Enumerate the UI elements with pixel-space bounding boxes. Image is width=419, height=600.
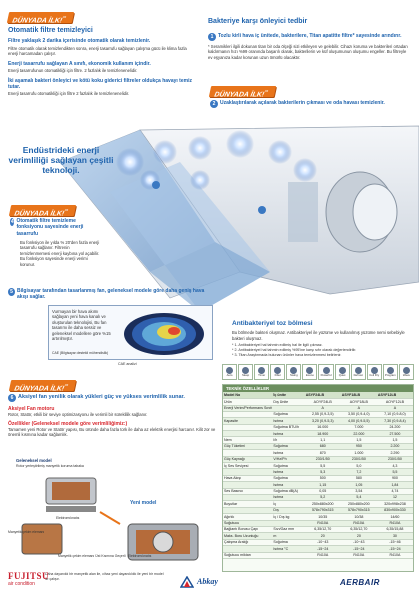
specs-cell: 5,2 (305, 495, 341, 501)
specs-cell: 830x900x330 (377, 507, 413, 513)
specs-cell: Isıtma (272, 450, 304, 456)
specs-cell: 578x790x315 (341, 507, 377, 513)
specs-cell: 6,35/15,88 (377, 526, 413, 532)
specs-cell: 6,35/12,70 (305, 526, 341, 532)
world-first-badge-mid: DÜNYADA İLK!** (9, 205, 76, 216)
specs-cell: 250x880x200 (305, 501, 341, 507)
specs-body (223, 399, 413, 559)
specs-cell: Isıtma (272, 469, 304, 475)
filter-icon: Filter (270, 364, 285, 380)
fan-motor-features-title: Özellikler (Geleneksel modele göre verimliliğimiz:) (8, 420, 128, 427)
abkay-mark-icon (180, 576, 194, 588)
specs-cell (272, 552, 304, 558)
specs-cell: 2.200 (377, 443, 413, 449)
specs-cell: -10~43 (341, 539, 377, 545)
specs-cell: Maks. Boru Uzunluğu (223, 533, 272, 539)
two-stage-filter-body: Enerji tasarrufu otomatikliği için filtre 2 fazlalık ile temizlenenelidir. (8, 91, 130, 97)
specs-cell: Soğutma (272, 443, 304, 449)
specs-cell: 18.900 (305, 431, 341, 437)
top-right-block (208, 18, 408, 60)
specs-cell: -15~24 (305, 546, 341, 552)
specs-cell: 14/60 (377, 514, 413, 520)
top-left-block (8, 27, 198, 97)
specs-cell: m (272, 533, 304, 539)
specs-cell: 3,20 (0,9-5,3) (305, 418, 341, 424)
specs-row (223, 552, 413, 558)
specs-cell: Sıvı/Gaz mm (272, 526, 304, 532)
motor-footer-note: Daha dayanıklı bir manyetik alan ile, cihaz yeni dayanıklılık ile yeni bir model ile çalışır. (45, 572, 164, 581)
specs-cell: R410A (305, 520, 341, 526)
specs-cell: 230/1/50 (305, 456, 341, 462)
auto-filter-title: Otomatik filtre temizleyici (8, 27, 93, 34)
specs-cell: AOYF24LB (305, 399, 341, 405)
specs-table (223, 392, 413, 559)
specs-cell: 24.200 (377, 424, 413, 430)
cae-caption: CAE analizi (118, 362, 137, 366)
specs-cell: 5,5 (377, 469, 413, 475)
specs-cell: Ses Basıncı (223, 488, 272, 494)
specs-cell: Güç Kaynağı (223, 456, 272, 462)
specs-cell: -15~46 (377, 539, 413, 545)
specs-cell: l/h (272, 437, 304, 443)
electromagnet-caption-1: Elektromıknatıs (56, 516, 80, 520)
old-model-caption: Rotor yerleştirilmiş manyetik koruma tabaka (16, 464, 84, 468)
magnetic-caption: Manyetik çekim elemanı (8, 530, 45, 534)
feature-5-box-text: Vurmayan bir hava akımı sağlayan yeni hava kanalı ve oluşturulan teknolojisi, Bu fan tasarımı ile daha sessiz ve geleneksel modellere göre %15 artırılmıştır. (52, 309, 111, 342)
bacteria-body: * Seramikleri ilgili dokunan titan bir oda ölçeği sizi etkileyen ve gelebilir. Cihazı koruma ve bakterileri ortadan kaldırmanın hızı %99 oranında başarılı olarak, bakterilerin ve küf oluşumunun oluşumu engeller. Bu filtreyle ev eşyanıza kadar korunan uzun ömürlü olacaktır. (208, 43, 408, 60)
specs-cell: 230/1/50 (341, 456, 377, 462)
specs-cell: 870 (305, 450, 341, 456)
coil-dry-icon: Coil Dry (367, 364, 382, 380)
specs-cell: Çalışma Aralığı (223, 539, 272, 545)
number-1-icon: 1 (208, 33, 216, 41)
fan-motor-sub: Aksiyel Fan motoru (8, 406, 55, 412)
two-stage-filter-title: İki aşamalı bakteri önleyici ve kötü koku giderici filtreler oldukça havayı temiz tutar. (8, 77, 192, 90)
specs-col-header: Model No (223, 392, 272, 398)
specs-cell: 22.000 (341, 431, 377, 437)
specs-cell: Soğutma dB(A) (272, 488, 304, 494)
efficiency-headline: Endüstrideki enerji verimliliği sağlayan çeşitli teknoloji. (8, 145, 114, 175)
specs-cell: İç / Dış kg (272, 514, 304, 520)
new-model-label: Yeni model (130, 500, 157, 506)
specs-cell: Hava Akışı (223, 475, 272, 481)
world-first-badge-right: DÜNYADA İLK!** (209, 86, 276, 97)
antibac-note-1: * 1. Antibakteriyel hal tahmin edilmiş hal ile ilgili çıkmaz. (232, 343, 323, 348)
feature-4-body: Bu fonksiyon ile yılda % 20'den fazla enerji tasarrufu sağlanır. Filtrenin temizlenmemesi enerji kaybına yol açabilir. Bu fonksiyon sayesinde enerji verimi korunur. (20, 239, 100, 267)
specs-header: TEKNİK ÖZELLİKLER (223, 385, 413, 392)
specs-cell: Isıtma (272, 418, 304, 424)
feature-icons (222, 364, 414, 380)
econo-icon: Econo (302, 364, 317, 380)
specs-cell: V/Hz/Ph (272, 456, 304, 462)
specs-cell: 6,35/12,70 (341, 526, 377, 532)
specs-cell: 1,05 (341, 482, 377, 488)
specs-cell: 900 (377, 475, 413, 481)
specs-cell: A (305, 405, 341, 411)
specs-cell: 578x790x315 (305, 507, 341, 513)
specs-cell: 3,54 (341, 488, 377, 494)
fujitsu-logo: FUJITSU air condition (8, 571, 50, 588)
specs-cell: R410A (305, 552, 341, 558)
specs-cell: 30 (377, 533, 413, 539)
specs-cell: İç (272, 501, 304, 507)
specs-cell: 20 (305, 533, 341, 539)
specs-cell: Soğutma (272, 539, 304, 545)
specs-cell: R410A (377, 520, 413, 526)
swing-icon: Swing (286, 364, 301, 380)
specs-cell: Isıtma (272, 431, 304, 437)
specs-col-header: ASYF18LB (341, 392, 377, 398)
specs-cell: 1,84 (377, 482, 413, 488)
specs-cell: Soğutma BTU/h (272, 424, 304, 430)
specs-cell: 4,3 (377, 463, 413, 469)
specs-cell: 27.500 (377, 431, 413, 437)
specs-cell: 5,5 (305, 463, 341, 469)
specs-cell: 3,50 (0,9-4,0) (341, 411, 377, 417)
specs-cell: Kapasite (223, 418, 272, 424)
feature-5-note: CAE (Bilgisayar destekli mühendislik) (52, 351, 109, 355)
specs-cell: AOYF18LB (341, 399, 377, 405)
specs-cell: 500 (305, 475, 341, 481)
specs-cell: R410A (377, 552, 413, 558)
number-4-icon: 4 (10, 219, 14, 225)
specs-cell: 320x998x238 (377, 501, 413, 507)
specs-table-container (222, 384, 414, 572)
specs-cell: Dış Ünite (272, 399, 304, 405)
specs-cell: -15~24 (341, 546, 377, 552)
specs-cell: 680 (305, 443, 341, 449)
specs-cell: Soğutma (272, 411, 304, 417)
specs-cell: 2.290 (377, 450, 413, 456)
powerful-icon: Powerful (318, 364, 333, 380)
specs-cell: Enerji Verim/Performans Sınıfı (224, 405, 273, 410)
number-2-icon: 2 (210, 100, 218, 108)
specs-cell: 1,5 (377, 437, 413, 443)
energy-class-body: Enerji tasarrufunun otomatikliği için filtre. 2 fazlalık ile temizlenenelidir. (8, 68, 138, 74)
specs-cell: -10~43 (305, 539, 341, 545)
specs-cell: R410A (341, 520, 377, 526)
energy-class-title: Enerji tasarrufu sağlayan A sınıfı, ekonomik kullanım içindir. (8, 60, 151, 67)
specs-cell: A (341, 405, 377, 411)
specs-cell: Isıtma (272, 482, 304, 488)
specs-cell: İç Ses Seviyesi (223, 463, 272, 469)
specs-cell: 4,74 (377, 488, 413, 494)
number-5-icon: 5 (8, 288, 15, 296)
specs-cell: 10/35 (305, 514, 341, 520)
specs-cell: 5,0 (341, 463, 377, 469)
specs-cell: Isıtma (272, 495, 304, 501)
specs-cell: Isıtma °C (272, 546, 304, 552)
specs-cell: Ürün (223, 399, 272, 405)
auto-filter-sub: Filtre yaklaşık 2 darika içerisinde otomatik olarak temizlenir. (8, 37, 151, 44)
specs-cell: 1,5 (341, 437, 377, 443)
specs-cell: Soğutucu miktarı (223, 552, 272, 558)
specs-cell: 7.000 (341, 424, 377, 430)
feature-4-block: 4 Otomatik filtre temizleme fonksiyonu sayesinde enerji tasarrufu Bu fonksiyon ile yılda % 20'den fazla enerji tasarrufu sağlanır. Filtrenin temizlenmemesi enerji kaybına yol açabilir. Bu fonksiyon sayesinde enerji verimi korunur. (10, 218, 100, 267)
specs-cell: Soğutma (272, 463, 304, 469)
number-6-icon: 6 (8, 394, 16, 402)
specs-cell: 7,10 (0,9-8,0) (377, 411, 413, 417)
antibac-note-3: * 3. Titan Araştırmada bulunan ürünler hava temizlenmesi belirlenir. (232, 352, 342, 357)
antibac-block (232, 320, 410, 357)
specs-cell: 1.000 (341, 450, 377, 456)
fan-motor-block: 6 Aksiyel fan yenilik olarak yükleri güç ve yükses verimlilik sunar. Aksiyel Fan motoru Rotor, Statör, etkili bir seviye optimizasyonu ile verimli bir süreklilik sağlanır. Özellikler (Geleneksel modele göre verimliliğimiz:) Tamamen yeni Rotor ve Statör yapısı, Bu üründe daha fazla tork ile daha az elektrik enerjisi harcanır. Kilit zor ve önemli kısmına kadar sağlamlık. (8, 394, 218, 438)
specs-cell: 1,15 (305, 482, 341, 488)
defrost-icon: Defrost (351, 364, 366, 380)
specs-cell: Dış (272, 507, 304, 513)
bacteria-item-1: 1 Tozlu kirli hava iç ünitede, bakterilere, Titan apatitte filtre* sayesinde arındırır. (208, 33, 408, 41)
specs-cell: Soğutucu (223, 520, 272, 526)
specs-cell: R410A (341, 552, 377, 558)
world-first-badge-top: DÜNYADA İLK!** (7, 12, 74, 23)
program-icon: Program (383, 364, 398, 380)
specs-cell: 20 (341, 533, 377, 539)
specs-cell: 0,05 (305, 488, 341, 494)
old-model-label: Geleneksel model (16, 458, 52, 463)
feature-5-title: 5 Bilgisayar tarafından tasarlanmış fan, geleneksel modele göre daha geniş hava akışı sağlar. (8, 288, 208, 301)
fan-motor-features-body: Tamamen yeni Rotor ve Statör yapısı, Bu üründe daha fazla tork ile daha az elektrik enerjisi harcanır. Kilit zor ve önemli kısmına kadar sağlamlık. (8, 426, 216, 438)
specs-cell: 10/38 (341, 514, 377, 520)
bacteria-item-2: 2 Uzaklaştırılarak açılarak bakterilerin çıkması ve oda havası temizlenir. (210, 100, 408, 108)
specs-cell: Boyutlar (223, 501, 272, 507)
feature-5-box (48, 305, 213, 360)
specs-cell: Bağlantı Borusu Çapı (223, 526, 272, 532)
specs-cell: A (377, 405, 413, 411)
motor-comparison-diagram (8, 458, 216, 568)
auto-icon: Auto (222, 364, 237, 380)
specs-cell: 580 (341, 475, 377, 481)
specs-cell: 1,1 (305, 437, 341, 443)
fan-motor-body: Rotor, Statör, etkili bir seviye optimizasyonu ile verimli bir süreklilik sağlanır. (8, 412, 148, 418)
specs-cell: AOYF12LB (377, 399, 413, 405)
specs-cell: Ağırlık (223, 514, 272, 520)
abkay-logo: Abkay (180, 576, 218, 588)
specs-cell: -15~24 (377, 546, 413, 552)
world-first-badge-bottom: DÜNYADA İLK!** (9, 380, 76, 391)
specs-cell: Güç Tüketimi (223, 443, 272, 449)
electromagnet-caption-2: Elektromıknatıs (128, 554, 152, 558)
aerbair-logo: AERBAIR (340, 578, 380, 587)
specs-cell: 230/1/50 (377, 456, 413, 462)
specs-cell: Nem (223, 437, 272, 443)
quiet-icon: Quiet (335, 364, 350, 380)
specs-cell: 4,00 (0,9-5,5) (341, 418, 377, 424)
cae-fan-image (119, 310, 209, 358)
specs-cell: 5,4 (341, 495, 377, 501)
sleep-icon: Sleep (238, 364, 253, 380)
specs-cell: 7,30 (0,9-8,4) (377, 418, 413, 424)
antibac-note-2: * 2. Antibakteriyel hal tahmin edilmiş %95'ine karşı sıfır olarak değerlendirilir. (232, 347, 357, 352)
antibac-title: Antibakteriyel toz bölmesi (232, 320, 313, 327)
specs-col-header: ASYF12LB (377, 392, 413, 398)
timer-icon: Timer (254, 364, 269, 380)
specs-cell: Soğutma (272, 475, 304, 481)
specs-col-header: İç ünite (272, 392, 304, 398)
specs-cell: 250x880x200 (341, 501, 377, 507)
specs-cell: 12 (377, 495, 413, 501)
specs-cell: 5,3 (305, 469, 341, 475)
specs-cell: 950 (341, 443, 377, 449)
magnetic-caption-2: Manyetik çekim elemanı Üst Kısmına Geçerli (58, 554, 126, 558)
wave-icon: Wave (399, 364, 414, 380)
auto-filter-body: Filtre otomatik olarak temizlendikten sonra, enerji tasarrufu sağlayan çalışma gücü ile klima fazla enerji harcamadan çalışır. (8, 46, 187, 57)
specs-cell: 16.000 (305, 424, 341, 430)
antibac-body: Bu bölmede bakteri oluşmaz. Antibakteriyel ile yüzüme ve kullanılmış yüzüme nemi sebebiyle bakteri oluşmaz. (232, 330, 405, 341)
specs-cell: 2,55 (0,9-3,5) (305, 411, 341, 417)
specs-col-header: ASYF24LB (305, 392, 341, 398)
bacteria-title: Bakteriye karşı önleyici tedbir (208, 18, 308, 25)
specs-cell: 7,2 (341, 469, 377, 475)
